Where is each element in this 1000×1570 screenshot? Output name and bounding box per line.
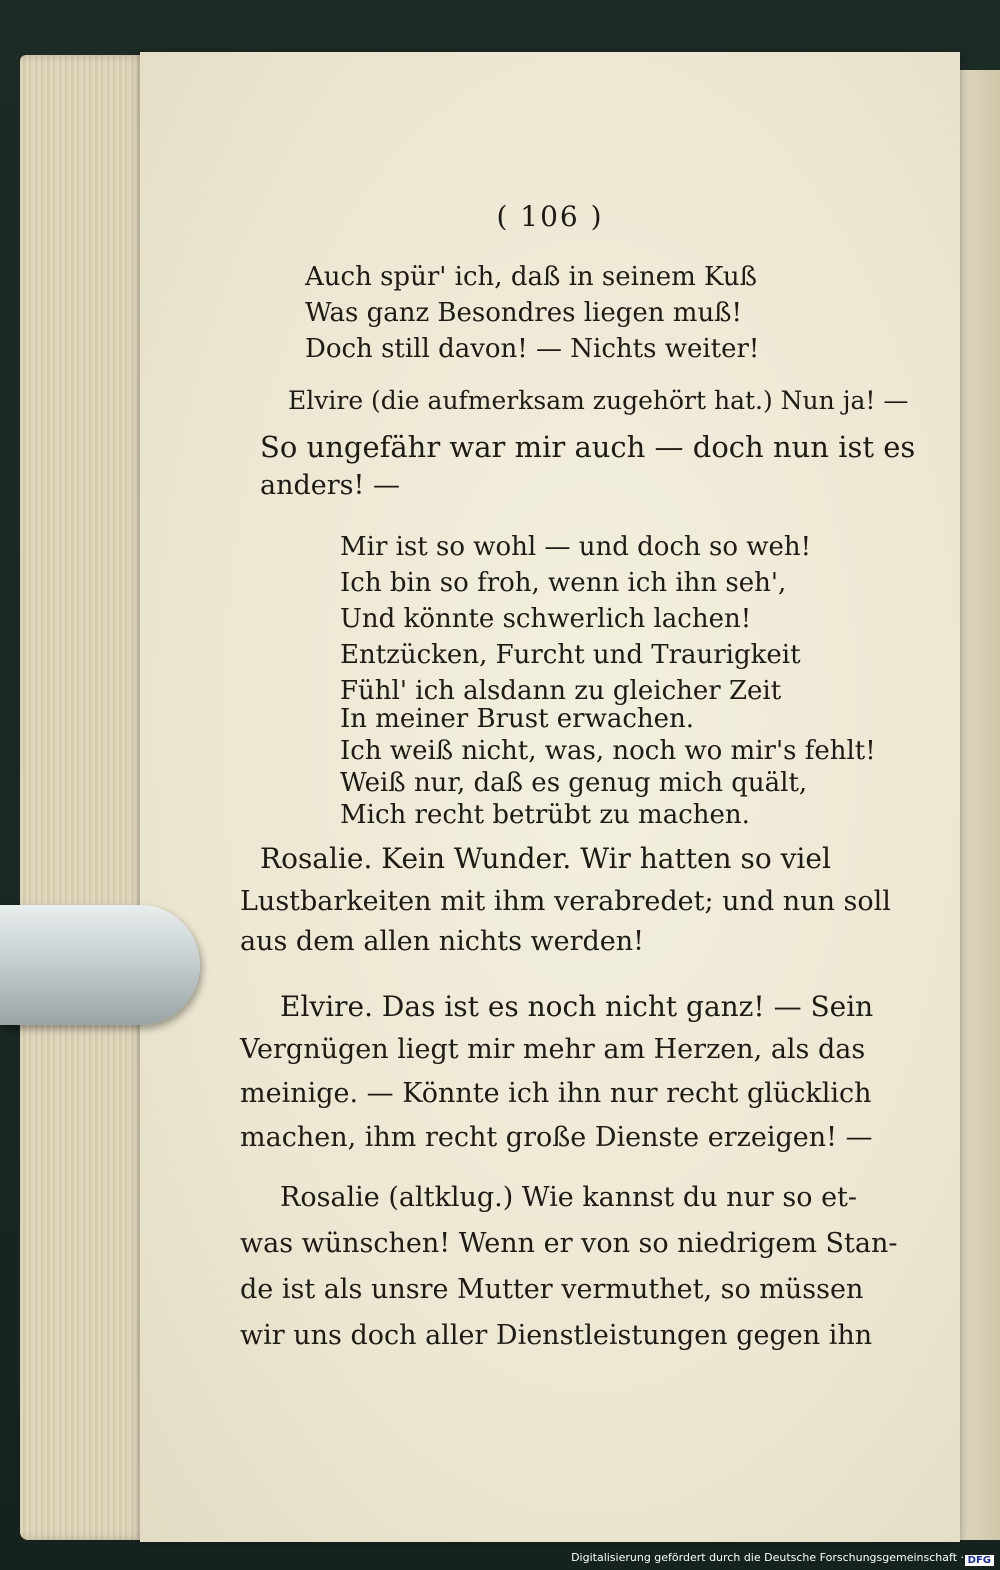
text-line: was wünschen! Wenn er von so niedrigem Stan- [240, 1228, 898, 1259]
text-line: wir uns doch aller Dienstleistungen gegen ihn [240, 1320, 873, 1351]
text-line: aus dem allen nichts werden! [240, 926, 645, 957]
book-page [140, 52, 960, 1542]
text-line: Lustbarkeiten mit ihm verabredet; und nun soll [240, 886, 891, 917]
page-holder-clip [0, 905, 200, 1025]
verse-line: Und könnte schwerlich lachen! [340, 604, 752, 634]
dfg-logo: DFG [965, 1555, 994, 1566]
verse-line: Ich bin so froh, wenn ich ihn seh', [340, 568, 787, 598]
text-line: machen, ihm recht große Dienste erzeigen! — [240, 1122, 873, 1153]
verse-line: Mir ist so wohl — und doch so weh! [340, 532, 812, 562]
text-line: Doch still davon! — Nichts weiter! [305, 334, 760, 364]
verse-line: Fühl' ich alsdann zu gleicher Zeit [340, 676, 782, 706]
speaker-line: Rosalie (altklug.) Wie kannst du nur so et- [280, 1182, 858, 1213]
text-line: anders! — [260, 470, 400, 501]
text-line: Was ganz Besondres liegen muß! [305, 298, 742, 328]
verse-line: Mich recht betrübt zu machen. [340, 800, 750, 830]
text-line: Vergnügen liegt mir mehr am Herzen, als das [240, 1034, 866, 1065]
text-line: de ist als unsre Mutter vermuthet, so müssen [240, 1274, 864, 1305]
facing-page-edge [960, 70, 1000, 1540]
text-line: meinige. — Könnte ich ihn nur recht glücklich [240, 1078, 872, 1109]
verse-line: Weiß nur, daß es genug mich quält, [340, 768, 808, 798]
verse-line: Entzücken, Furcht und Traurigkeit [340, 640, 801, 670]
page-text [140, 52, 960, 1542]
verse-line: In meiner Brust erwachen. [340, 704, 695, 734]
digitization-credit: Digitalisierung gefördert durch die Deutsche Forschungsgemeinschaft · [571, 1551, 964, 1564]
verse-line: Ich weiß nicht, was, noch wo mir's fehlt! [340, 736, 876, 766]
page-number: ( 106 ) [496, 200, 604, 233]
speaker-line: Elvire. Das ist es noch nicht ganz! — Sein [280, 990, 874, 1023]
speaker-line: Rosalie. Kein Wunder. Wir hatten so viel [260, 842, 831, 875]
speaker-line: Elvire (die aufmerksam zugehört hat.) Nun ja! — [288, 386, 909, 415]
text-line: So ungefähr war mir auch — doch nun ist es [260, 430, 916, 464]
text-line: Auch spür' ich, daß in seinem Kuß [305, 262, 757, 292]
